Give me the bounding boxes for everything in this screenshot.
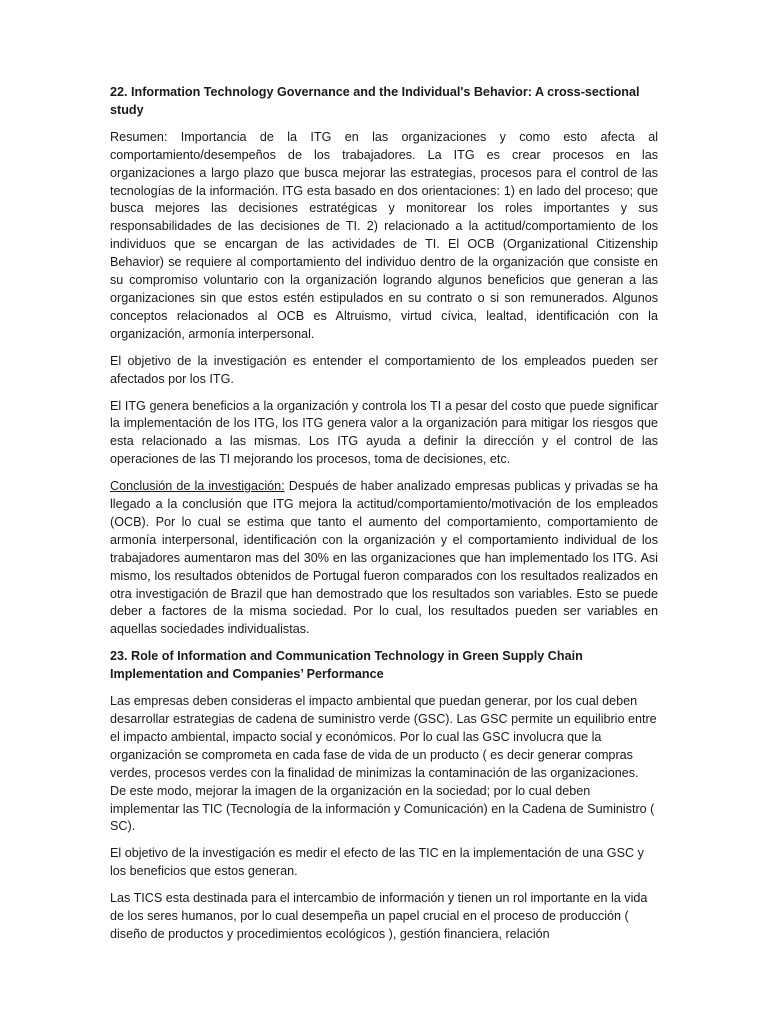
conclusion-label: Conclusión de la investigación:	[110, 479, 285, 494]
section-22-benefits: El ITG genera beneficios a la organización y controla los TI a pesar del costo que puede significar la implementación de los ITG, los ITG genera valor a la organización para mitigar los riesgos que esta relacionado a las mismas. Los ITG ayuda a definir la dirección y el control de las operaciones de las TI mejorando los procesos, toma de decisiones, etc.	[110, 398, 658, 467]
conclusion-text: Después de haber analizado empresas publicas y privadas se ha llegado a la conclusión que ITG mejora la actitud/comportamiento/motivación de los empleados (OCB). Por lo cual se estima que tanto el aumento del comportamiento, comportamiento de armonía interpersonal, identificación con la organización y el comportamiento individual de los trabajadores aumentaron mas del 30% en las organizaciones que han implementado los ITG. Asi mismo, los resultados obtenidos de Portugal fueron comparados con los resultados realizados en otra investigación de Brazil que han demostrado que los resultados son variables. Esto se puede deber a factores de la misma sociedad. Por lo cual, los resultados pueden ser variables en aquellas sociedades individualistas.	[110, 479, 658, 637]
section-23-objective: El objetivo de la investigación es medir el efecto de las TIC en la implementación de una GSC y los beneficios que estos generan.	[110, 846, 644, 879]
section-23-heading: 23. Role of Information and Communication Technology in Green Supply Chain Implementation and Companies’ Performance	[110, 649, 583, 682]
section-22-summary: Resumen: Importancia de la ITG en las organizaciones y como esto afecta al comportamiento/desempeños de los trabajadores. La ITG es crear procesos en las organizaciones a largo plazo que busca mejorar las estrategias, procesos para el control de las tecnologías de la información. ITG esta basado en dos orientaciones: 1) en lado del proceso; que busca mejores las decisiones estratégicas y monitorear los roles importantes y sus responsabilidades de las decisiones de TI. 2) relacionado a la actitud/comportamiento de los individuos que se encargan de las actividades de TI. El OCB (Organizational Citizenship Behavior) se requiere al comportamiento del individuo dentro de la organización que consiste en su compromiso voluntario con la organización logrando algunos beneficios que generan a las organizaciones sin que estos estén estipulados en su contrato o si son remunerados. Algunos conceptos relacionados al OCB es Altruismo, virtud cívica, lealtad, identificación con la organización, armonía interpersonal.	[110, 129, 658, 341]
section-23-tics: Las TICS esta destinada para el intercambio de información y tienen un rol importante en la vida de los seres humanos, por lo cual desempeña un papel crucial en el proceso de producción ( diseño de productos y procedimientos ecológicos ), gestión financiera, relación	[110, 891, 648, 941]
document-page	[110, 84, 658, 953]
section-23-intro: Las empresas deben consideras el impacto ambiental que puedan generar, por los cual deben desarrollar estrategias de cadena de suministro verde (GSC). Las GSC permite un equilibrio entre el impacto ambiental, impacto social y económicos. Por lo cual las GSC involucra que la organización se comprometa en cada fase de vida de un producto ( es decir generar compras verdes, procesos verdes con la finalidad de minimizas la contaminación de las organizaciones. De este modo, mejorar la imagen de la organización en la sociedad; por lo cual deben implementar las TIC (Tecnología de la información y Comunicación) en la Cadena de Suministro ( SC).	[110, 694, 657, 834]
section-22-heading: 22. Information Technology Governance and the Individual's Behavior: A cross-sectional study	[110, 85, 640, 117]
section-22-conclusion	[110, 478, 658, 639]
section-22-objective: El objetivo de la investigación es entender el comportamiento de los empleados pueden ser afectados por los ITG.	[110, 353, 658, 386]
